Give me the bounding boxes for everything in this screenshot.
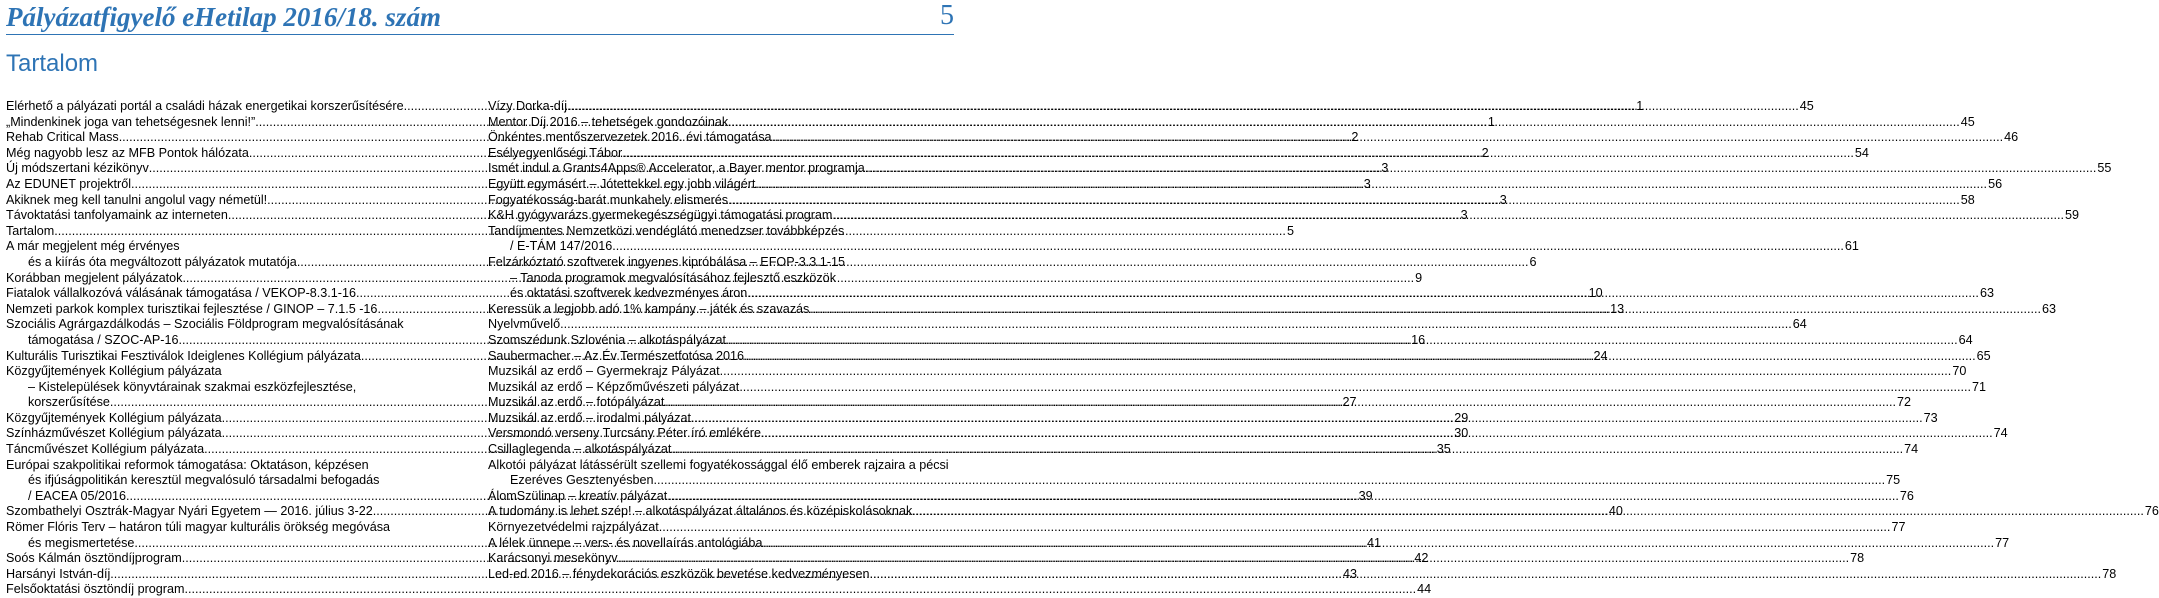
toc-entry-title: Új módszertani kézikönyv — [6, 161, 149, 176]
toc-entry-page: 70 — [1952, 364, 1967, 379]
toc-entry-title: Önkéntes mentőszervezetek 2016. évi támogatása — [488, 130, 772, 145]
toc-entry-title: Az EDUNET projektről — [6, 176, 132, 191]
toc-entry-page: 65 — [1976, 348, 1991, 363]
toc-entry-line — [488, 130, 2019, 146]
toc-leader-dots — [622, 146, 1854, 162]
toc-leader-dots — [870, 567, 2102, 583]
toc-entry[interactable] — [488, 130, 2019, 146]
toc-entry[interactable] — [488, 364, 1967, 380]
toc-entry-page: 58 — [1960, 192, 1975, 207]
toc-entry-title: Ismét indul a Grants4Apps® Accelerator, a Bayer mentor programja — [488, 161, 865, 176]
toc-entry-title: Muzsikál az erdő – fotópályázat — [488, 395, 665, 410]
toc-entry[interactable] — [488, 457, 1901, 489]
toc-entry-title: és oktatási szoftverek kedvezményes áron — [510, 286, 748, 301]
toc-entry-title: Ezeréves Gesztenyésben — [510, 473, 654, 488]
toc-entry-title: Muzsikál az erdő – Gyermekrajz Pályázat — [488, 364, 720, 379]
toc-leader-dots — [728, 115, 1960, 131]
toc-entry-page: 42 — [1414, 551, 1429, 566]
toc-entry[interactable] — [488, 317, 1807, 333]
toc-leader-dots — [618, 551, 1850, 567]
toc-entry-title: Táncművészet Kollégium pályázata — [6, 442, 205, 457]
toc-entry-page: 77 — [1995, 535, 2010, 550]
toc-leader-dots — [739, 380, 1971, 396]
toc-entry-title: Fogyatékosság-barát munkahely elismerés — [488, 192, 729, 207]
toc-entry-line — [488, 114, 1975, 131]
toc-entry-line — [488, 239, 1859, 255]
toc-entry-line — [488, 145, 1869, 162]
toc-entry-line: – Tanoda programok megvalósításához fejlesztő eszközök — [510, 270, 836, 285]
toc-leader-dots — [691, 411, 1923, 427]
toc-entry-title: Szombathelyi Osztrák-Magyar Nyári Egyetem — 2016. július 3-22. — [6, 504, 377, 519]
toc-entry-page: 45 — [1799, 99, 1814, 113]
toc-entry-title: Tartalom — [6, 223, 55, 238]
toc-entry[interactable] — [488, 192, 1975, 209]
page-number: 5 — [940, 0, 954, 31]
toc-entry-line: Közgyűjtemények Kollégium pályázata — [6, 364, 222, 379]
toc-entry-line: Szociális Agrárgazdálkodás – Szociális Földprogram megvalósításának — [6, 317, 404, 332]
toc-entry-title: Színházművészet Kollégium pályázata — [6, 426, 222, 441]
toc-entry[interactable] — [488, 379, 1986, 396]
toc-entry-page: 1 — [1636, 99, 1644, 113]
toc-entry[interactable] — [6, 582, 1432, 598]
toc-entry[interactable] — [488, 208, 2080, 224]
toc-entry-page: 64 — [1792, 317, 1807, 332]
toc-entry-line — [488, 161, 2112, 177]
toc-leader-dots — [832, 208, 2064, 224]
toc-leader-dots — [912, 504, 2144, 520]
toc-entry-line — [6, 582, 1432, 598]
toc-entry-page: 9 — [1415, 270, 1423, 285]
toc-entry-title: / EACEA 05/2016 — [28, 488, 127, 503]
toc-entry-page: 46 — [2004, 130, 2019, 145]
toc-entry-title: / E-TÁM 147/2016 — [510, 239, 613, 254]
toc-entry-title: ÁlomSzülinap – kreatív pályázat — [488, 488, 668, 503]
toc-entry-page: 78 — [1850, 551, 1865, 566]
toc-entry-page: 45 — [1960, 114, 1975, 129]
toc-entry[interactable] — [488, 223, 1859, 255]
toc-entry-page: 74 — [1993, 426, 2008, 441]
toc-entry-page: 64 — [1958, 332, 1973, 347]
toc-entry-page: 1 — [1487, 114, 1495, 129]
toc-entry-title: Elérhető a pályázati portál a családi házak energetikai korszerűsítésére — [6, 99, 404, 113]
toc-entry-page: 75 — [1886, 473, 1901, 488]
toc-entry-line — [488, 364, 1967, 380]
toc-entry-page: 5 — [1286, 223, 1294, 238]
toc-entry-page: 3 — [1363, 176, 1371, 191]
toc-entry-line — [488, 520, 1906, 536]
toc-entry-title: Harsányi István-díj — [6, 566, 111, 581]
toc-entry[interactable] — [488, 114, 1975, 131]
toc-entry-page: 3 — [1460, 208, 1468, 223]
toc-leader-dots — [728, 193, 1960, 209]
toc-entry-page: 43 — [1342, 566, 1357, 581]
toc-entry-page: 55 — [2097, 161, 2112, 176]
toc-leader-dots — [567, 99, 1799, 115]
toc-entry-line — [488, 176, 2003, 193]
toc-leader-dots — [185, 582, 1417, 598]
toc-entry-page: 61 — [1844, 239, 1859, 254]
toc-entry-title: Muzsikál az erdő – irodalmi pályázat — [488, 410, 691, 425]
toc-entry-page: 39 — [1358, 488, 1373, 503]
toc-entry-title: Csillaglegenda – alkotáspályázat — [488, 442, 672, 457]
toc-entry-page: 6 — [1529, 254, 1537, 269]
toc-entry-line: Felzárkóztató szoftverek ingyenes kipróbálása – EFOP-3.3.1-15 — [488, 254, 845, 269]
section-title: Tartalom — [6, 50, 99, 77]
toc-entry-line: és ifjúságpolitikán keresztül megvalósuló társadalmi befogadás — [28, 473, 380, 488]
toc-entry-line — [488, 192, 1975, 209]
toc-entry-title: támogatása / SZOC-AP-16 — [28, 332, 179, 347]
toc-entry-line — [488, 379, 1986, 396]
toc-entry-title: Muzsikál az erdő – Képzőművészeti pályázat — [488, 379, 740, 394]
toc-entry-title: Soós Kálmán ösztöndíjprogram — [6, 551, 182, 566]
toc-entry-page: 16 — [1411, 332, 1426, 347]
toc-entry-page: 27 — [1342, 395, 1357, 410]
toc-entry-page: 2 — [1481, 145, 1489, 160]
toc-entry-title: Nyelvművelő — [488, 317, 561, 332]
toc-entry-line: A már megjelent még érvényes — [6, 239, 180, 254]
toc-leader-dots — [772, 130, 2004, 146]
toc-leader-dots — [761, 426, 1993, 442]
toc-entry-title: Nemzeti parkok komplex turisztikai fejlesztése / GINOP – 7.1.5 -16 — [6, 301, 378, 316]
toc-leader-dots — [726, 333, 1958, 349]
toc-entry-page: 63 — [1979, 286, 1994, 301]
toc-leader-dots — [809, 302, 2041, 318]
toc-entry-page: 40 — [1608, 504, 1623, 519]
toc-entry[interactable] — [488, 161, 2112, 177]
toc-entry-title: és megismertetése — [28, 535, 135, 550]
page-header — [6, 0, 954, 32]
toc-entry-title: Versmondó verseny Turcsány Péter író emlékére — [488, 426, 761, 441]
toc-leader-dots — [744, 349, 1976, 365]
toc-entry-page: 73 — [1923, 410, 1938, 425]
toc-entry-title: A lélek ünnepe – vers- és novellaírás antológiába — [488, 535, 763, 550]
toc-entry-title: Mentor Díj 2016 – tehetségek gondozóinak — [488, 114, 729, 129]
toc-entry-page: 63 — [2041, 301, 2056, 316]
toc-leader-dots — [654, 473, 1886, 489]
toc-entry-title: K&H gyógyvarázs gyermekegészségügyi támogatási program — [488, 208, 833, 223]
toc-entry-title: Karácsonyi mesekönyv — [488, 551, 618, 566]
toc-entry-line: Európai szakpolitikai reformok támogatása: Oktatáson, képzésen — [6, 457, 369, 472]
toc-entry-page: 78 — [2102, 566, 2117, 581]
toc-entry-title: Led-ed 2016 – fénydekorációs eszközök bevetése kedvezményesen — [488, 566, 870, 581]
toc-entry-line: Tandíjmentes Nemzetközi vendéglátó menedzser továbbképzés — [488, 223, 845, 238]
toc-entry-line: Alkotói pályázat látássérült szellemi fogyatékossággal élő emberek rajzaira a pécsi — [488, 457, 949, 472]
toc-entry-title: „Mindenkinek joga van tehetségesnek lenni!” — [6, 114, 256, 129]
toc-leader-dots — [659, 520, 1891, 536]
toc-entry[interactable] — [488, 520, 1906, 536]
toc-entry-title: Fiatalok vállalkozóvá válásának támogatása / VEKOP-8.3.1-16 — [6, 286, 357, 301]
toc-entry-page: 44 — [1417, 582, 1432, 597]
toc-entry-line — [488, 99, 1814, 115]
toc-leader-dots — [667, 489, 1899, 505]
toc-entry-title: Közgyűjtemények Kollégium pályázata — [6, 410, 222, 425]
toc-entry-page: 13 — [1610, 301, 1625, 316]
toc-leader-dots — [560, 317, 1792, 333]
toc-entry-title: Esélyegyenlőségi Tábor — [488, 145, 623, 160]
toc-entry-line: Römer Flóris Terv – határon túli magyar kulturális örökség megóvása — [6, 520, 391, 535]
toc-entry-page: 3 — [1499, 192, 1507, 207]
toc-entry-title: A tudomány is lehet szép! – alkotáspályázat általános és középiskolásoknak — [488, 504, 913, 519]
toc-entry-line — [488, 317, 1807, 333]
toc-entry-title: Vízy Dorka-díj — [488, 99, 568, 113]
toc-entry-title: Akiknek meg kell tanulni angolul vagy németül! — [6, 192, 268, 207]
toc-entry-page: 54 — [1854, 145, 1869, 160]
toc-entry-page: 76 — [2144, 504, 2159, 519]
toc-entry-page: 2 — [1351, 130, 1359, 145]
toc-leader-dots — [762, 536, 1994, 552]
toc-leader-dots — [612, 239, 1844, 255]
toc-entry-title: Együtt egymásért – Jótettekkel egy jobb világért — [488, 176, 756, 191]
toc-entry-page: 77 — [1891, 520, 1906, 535]
header-rule — [6, 34, 954, 35]
toc-entry-line: – Kistelepülések könyvtárainak szakmai eszközfejlesztése, — [28, 379, 357, 394]
toc-entry-page: 72 — [1897, 395, 1912, 410]
toc-entry-page: 59 — [2065, 208, 2080, 223]
toc-leader-dots — [747, 286, 1979, 302]
toc-entry-page: 41 — [1367, 535, 1382, 550]
toc-entry-page: 10 — [1588, 286, 1603, 301]
toc-entry-title: és a kiírás óta megváltozott pályázatok mutatója — [28, 254, 297, 269]
toc-leader-dots — [671, 442, 1903, 458]
toc-entry-title: korszerűsítése — [28, 395, 110, 410]
toc-entry-title: Környezetvédelmi rajzpályázat — [488, 520, 659, 535]
toc-leader-dots — [720, 364, 1952, 380]
toc-entry-page: 76 — [1899, 488, 1914, 503]
toc-entry-title: Szomszédunk Szlovénia – alkotáspályázat — [488, 332, 727, 347]
toc-entry-page: 56 — [1988, 176, 2003, 191]
toc-entry-page: 74 — [1904, 442, 1919, 457]
toc-entry-title: Kulturális Turisztikai Fesztiválok Ideiglenes Kollégium pályázata — [6, 348, 361, 363]
toc-entry-page: 29 — [1454, 410, 1469, 425]
toc-entry-title: Saubermacher – Az Év Természetfotósa 2016 — [488, 348, 744, 363]
toc-entry-page: 71 — [1971, 379, 1986, 394]
toc-entry-line — [488, 473, 1901, 489]
toc-entry-title: Felsőoktatási ösztöndíj program — [6, 582, 185, 597]
toc-entry-page: 30 — [1454, 426, 1469, 441]
toc-entry-page: 24 — [1593, 348, 1608, 363]
toc-entry[interactable] — [488, 145, 1869, 162]
toc-entry-title: Még nagyobb lesz az MFB Pontok hálózata — [6, 145, 249, 160]
toc-leader-dots — [865, 161, 2097, 177]
toc-leader-dots — [664, 395, 1896, 411]
toc-entry[interactable] — [488, 99, 1814, 115]
toc-entry-title: Korábban megjelent pályázatok — [6, 270, 183, 285]
toc-entry-title: Keressük a legjobb adó 1% kampány – játék és szavazás — [488, 301, 810, 316]
toc-leader-dots — [755, 177, 1987, 193]
toc-entry-page: 3 — [1381, 161, 1389, 176]
toc-entry[interactable] — [488, 176, 2003, 193]
toc-entry-title: Távoktatási tanfolyamaink az interneten — [6, 208, 228, 223]
toc-entry-page: 35 — [1436, 442, 1451, 457]
publication-title: Pályázatfigyelő eHetilap 2016/18. szám — [6, 2, 441, 32]
toc-entry-line — [488, 208, 2080, 224]
toc-entry-title: Rehab Critical Mass — [6, 130, 119, 145]
